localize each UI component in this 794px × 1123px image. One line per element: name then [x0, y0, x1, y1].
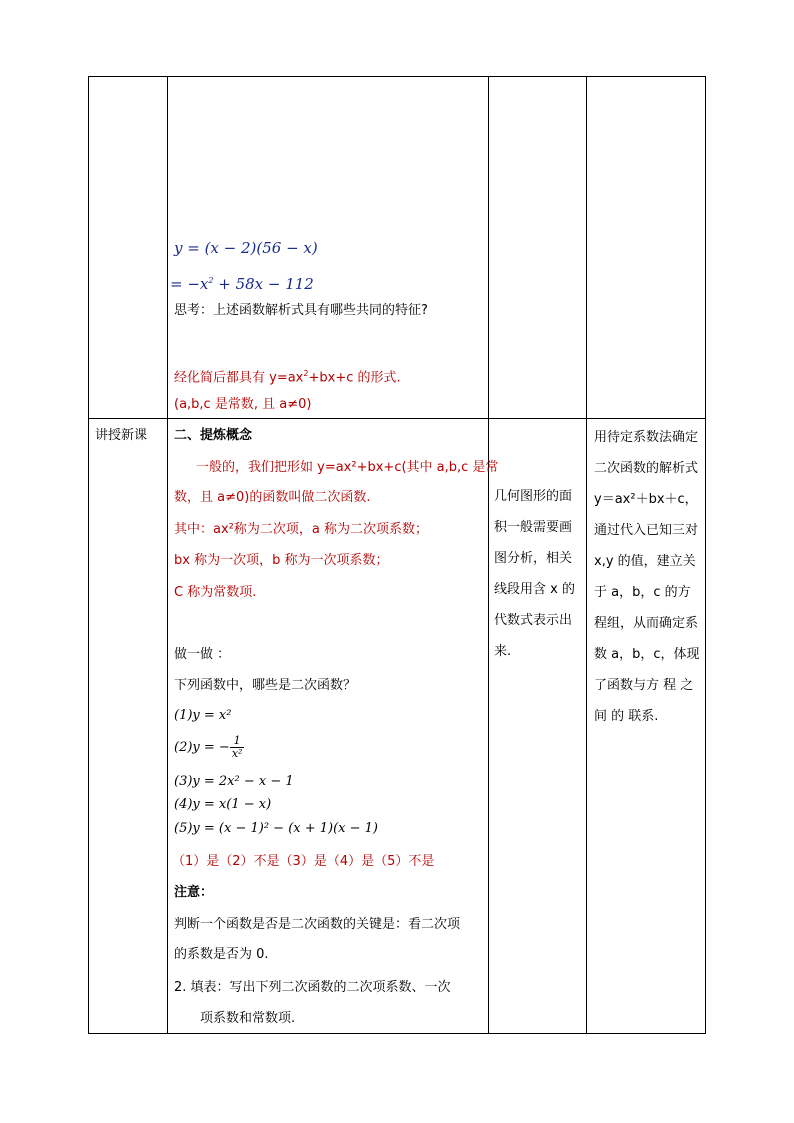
term-quadratic: 其中：ax²称为二次项，a 称为二次项系数；	[174, 522, 428, 537]
exercise-answer: （1）是（2）不是（3）是（4）是（5）不是	[172, 854, 435, 869]
col-border	[488, 76, 489, 1034]
note-title: 注意：	[174, 885, 214, 900]
section-heading: 二、提炼概念	[174, 428, 253, 443]
fraction: $\frac{1}{\text{x²}}$	[231, 734, 243, 760]
col-border	[586, 76, 587, 1034]
exercise-item-1: (1)y = x²	[174, 708, 232, 723]
row-divider	[88, 418, 706, 419]
fill-table-line-2: 项系数和常数项.	[200, 1011, 296, 1026]
fill-table-line-1: 2. 填表：写出下列二次函数的二次项系数、一次	[174, 980, 451, 995]
exercise-question: 下列函数中，哪些是二次函数？	[174, 678, 357, 693]
table-border-bottom	[88, 1033, 706, 1034]
row-label: 讲授新课	[95, 428, 148, 443]
col-border	[705, 76, 706, 1034]
col-border	[88, 76, 89, 1034]
think-question: 思考：上述函数解析式具有哪些共同的特征?	[174, 303, 428, 318]
exercise-item-5: (5)y = (x − 1)² − (x + 1)(x − 1)	[174, 821, 378, 836]
exercise-item-3: (3)y = 2x² − x − 1	[174, 774, 294, 789]
form-statement: 经化简后都具有 $y=ax^2+bx+c$ 的形式.	[174, 369, 401, 386]
note-line-2: 的系数是否为 0.	[174, 947, 269, 962]
table-border-top	[88, 76, 706, 77]
note-line-1: 判断一个函数是否是二次函数的关键是：看二次项	[174, 917, 461, 932]
definition-line-2: 数，且 a≠0)的函数叫做二次函数.	[174, 490, 371, 505]
exercise-item-4: (4)y = x(1 − x)	[174, 797, 272, 812]
col-border	[167, 76, 168, 1034]
design-intent-text: 几何图形的面积一般需要画图分析，相关线段用含 x 的代数式表示出来.	[494, 489, 575, 659]
term-constant: C 称为常数项.	[174, 585, 257, 600]
equation-line-1: y = (x − 2)(56 − x)	[174, 239, 318, 257]
method-note-text: 用待定系数法确定二次函数的解析式 y＝ax²＋bx＋c，通过代入已知三对 x,y 的值，建立关于 a，b，c 的方程组，从而确定系数 a，b，c，体现了函数与方 程 之 间 的 联系.	[594, 430, 700, 724]
term-linear: bx 称为一次项，b 称为一次项系数；	[174, 553, 389, 568]
try-it-label: 做一做 ：	[174, 647, 231, 662]
coefficient-condition: (a,b,c 是常数, 且 a≠0)	[174, 397, 312, 412]
definition-line-1: 一般的，我们把形如 y=ax²+bx+c(其中 a,b,c 是常	[196, 460, 499, 475]
equation-line-2: = $-x^2 + 58x - 112$	[170, 275, 314, 293]
exercise-item-2: (2)y = − $\frac{1}{\text{x²}}$	[174, 734, 243, 760]
